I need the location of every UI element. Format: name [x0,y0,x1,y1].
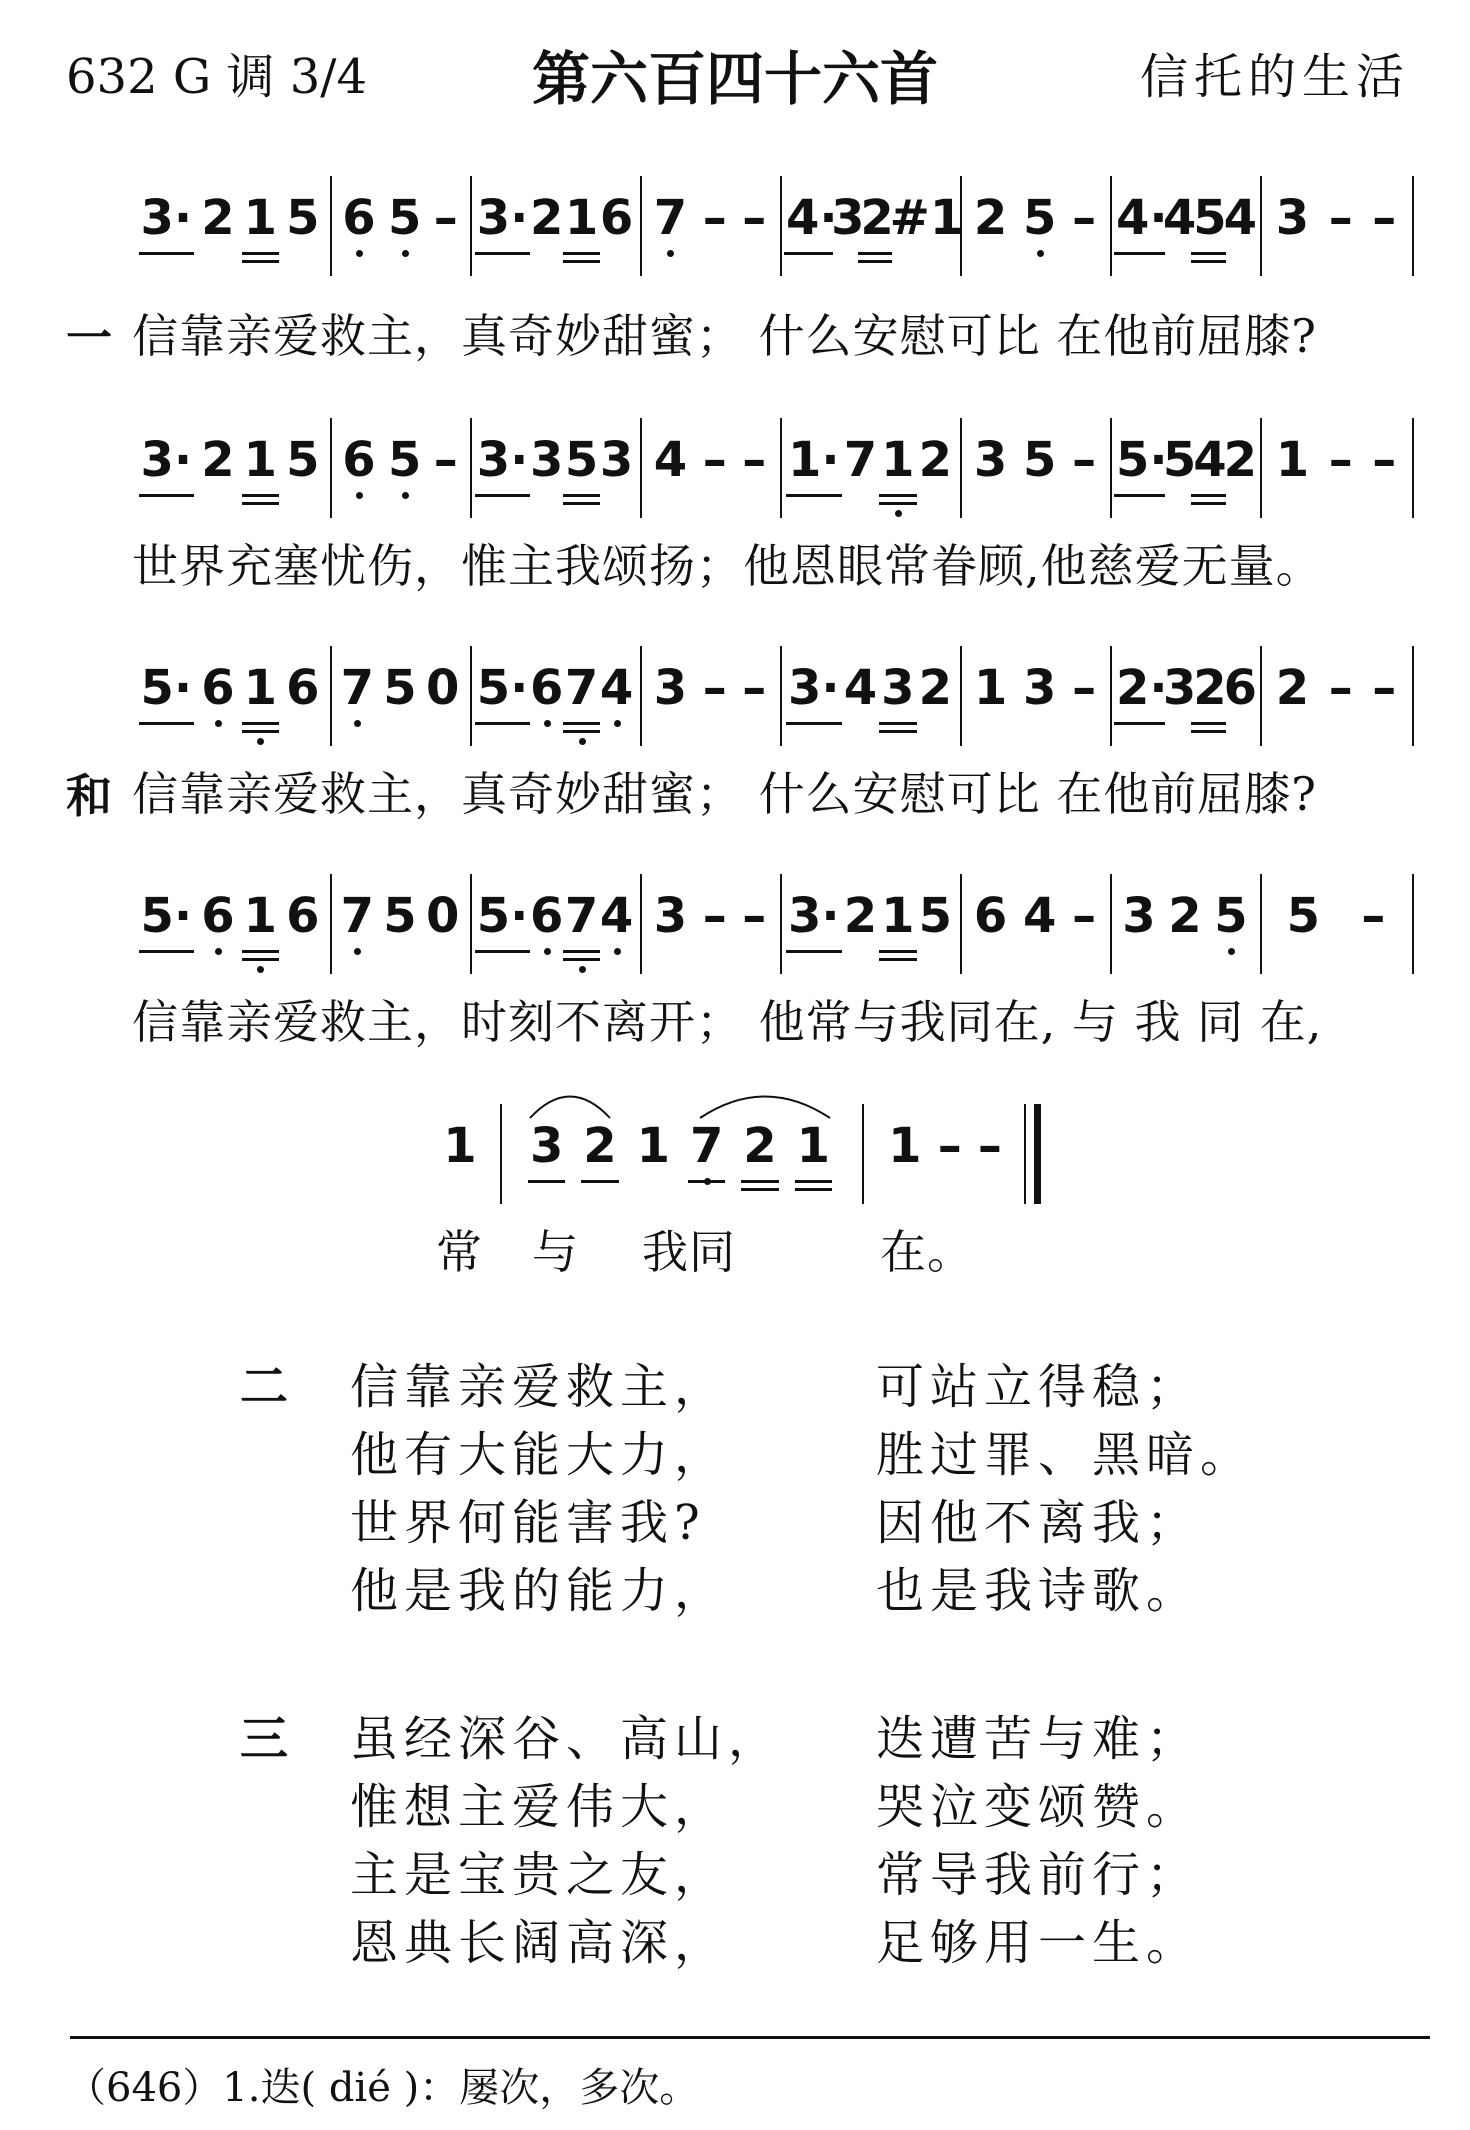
score-note: 6 [201,660,234,716]
score-note: – [702,888,727,944]
score-note: 1 [244,888,277,944]
score-note: #1 [889,190,964,246]
footnote: （646）1.迭( dié )：屡次，多次。 [66,2065,700,2111]
score-note: 0 [425,888,460,944]
barline [960,418,962,518]
score-note: 5· [1116,432,1163,488]
barline [780,874,782,974]
score-note: 5 [918,888,952,944]
score-measure [336,888,464,968]
barline [470,418,472,518]
stanza-line-first-half: 他是我的能力， [350,1563,729,1619]
lyric-syllable: 常 [436,1225,483,1279]
score-note: 2 [1168,888,1202,944]
score-note: 5· [477,660,529,716]
score-note: 7 [341,888,374,944]
score-note: 5 [1193,190,1223,246]
score-note: – [1361,888,1386,944]
score-note: 4 [1022,888,1057,944]
score-note: 1 [881,888,914,944]
score-note: 3 [653,660,688,716]
score-measure [440,1118,480,1198]
score-note: 4 [843,660,878,716]
score-measure [476,432,634,512]
stanza-line-first-half: 信靠亲爱救主， [350,1359,729,1415]
score-note: 3 [973,432,1008,488]
score-note: 5 [383,660,417,716]
score-note: – [433,190,458,246]
score-note: 3 [1162,660,1197,716]
score-note: – [742,888,767,944]
score-note: 2 [583,1118,616,1174]
score-measure [966,432,1104,512]
score-note: 1 [973,660,1008,716]
stanza-line-second-half: 可站立得稳； [876,1359,1201,1415]
score-note: 2 [529,190,564,246]
score-note: 2 [843,888,878,944]
slur [700,1097,830,1119]
score-note: 1· [788,432,840,488]
score-measure [136,432,324,512]
score-note: 1 [797,1118,830,1174]
score-note: 3 [831,190,865,246]
score-note: – [1072,432,1097,488]
score-measure [646,660,774,740]
score-note: 6 [973,888,1008,944]
score-measure [136,660,324,740]
score-note: 3· [788,660,840,716]
stanza-line-second-half: 哭泣变颂赞。 [876,1779,1201,1835]
score-measure [136,888,324,968]
score-note: 3· [477,432,529,488]
score-note: 5· [141,660,193,716]
stanza-line-second-half: 也是我诗歌。 [876,1563,1201,1619]
score-measure [646,190,774,270]
score-note: 5 [1022,432,1057,488]
score-note: 1 [443,1118,477,1174]
barline [1260,418,1262,518]
score-note: 3 [1022,660,1057,716]
score-note: 1 [1275,432,1310,488]
barline [1412,646,1414,746]
score-note: – [702,190,727,246]
score-note: 1 [888,1118,922,1174]
score-measure [786,660,954,740]
score-note: 5 [388,432,421,488]
score-note: 3 [530,1118,563,1174]
score-note: – [977,1118,1002,1174]
stanza-line-first-half: 世界何能害我? [350,1495,706,1551]
score-note: – [1328,190,1353,246]
score-measure [786,432,954,512]
stanza-line-first-half: 惟想主爱伟大， [350,1779,729,1835]
barline [470,176,472,276]
hymn-meta: 632 G 调 3/4 [66,49,367,105]
score-line [0,1118,1470,1218]
barline [1110,646,1112,746]
score-note: 6 [342,190,375,246]
stanza-line-first-half: 主是宝贵之友， [350,1847,729,1903]
barline [330,176,332,276]
verse-label: 一 [66,311,112,365]
score-note: 7 [341,660,374,716]
score-measure [476,190,634,270]
score-note: 5 [1286,888,1321,944]
barline [960,874,962,974]
score-note: 1 [565,190,598,246]
score-note: 5 [1162,432,1197,488]
barline [640,418,642,518]
score-note: 3 [881,660,914,716]
barline [1110,874,1112,974]
score-note: 5 [383,888,417,944]
score-line [0,432,1470,532]
score-measure [476,660,634,740]
barline [1412,418,1414,518]
score-note: 1 [244,190,277,246]
score-note: 2 [973,190,1008,246]
stanza-line-first-half: 恩典长阔高深， [350,1915,729,1971]
slur-marks [0,1070,1470,1130]
score-measure [966,190,1104,270]
score-note: – [1328,432,1353,488]
barline [330,418,332,518]
lyric-syllable: 我同 [642,1225,736,1279]
stanza-line-second-half: 常导我前行； [876,1847,1201,1903]
stanza-line-second-half: 因他不离我； [876,1495,1201,1551]
score-note: 5 [565,432,598,488]
barline [1260,176,1262,276]
score-note: 3· [788,888,840,944]
score-note: 4 [1193,432,1223,488]
score-note: – [702,660,727,716]
score-note: 3 [599,432,634,488]
score-note: 3 [1122,888,1156,944]
hymn-title: 第六百四十六首 [531,45,938,113]
score-measure [646,432,774,512]
barline [640,874,642,974]
score-measure [476,888,634,968]
barline [1260,646,1262,746]
score-note: – [1372,432,1397,488]
score-note: 5 [388,190,421,246]
barline [780,176,782,276]
score-line [0,190,1470,290]
barline [1260,874,1262,974]
barline [780,646,782,746]
score-note: 2· [1116,660,1163,716]
score-measure [1266,190,1406,270]
stanza-line-first-half: 虽经深谷、高山， [350,1711,783,1767]
score-note: 1 [244,432,277,488]
score-note: 5 [286,190,320,246]
stanza-number: 二 [240,1359,289,1415]
score-note: 2 [201,432,235,488]
score-note: 5 [1023,190,1056,246]
score-note: 4· [786,190,831,246]
barline [1110,176,1112,276]
score-note: 3· [141,190,193,246]
score-note: 4· [1116,190,1163,246]
barline [330,874,332,974]
score-measure [1116,888,1254,968]
score-measure [336,190,464,270]
score-note: 2 [918,660,952,716]
score-measure [1116,190,1258,270]
score-note: 3 [1275,190,1310,246]
score-measure [1116,660,1258,740]
score-note: 6 [286,888,320,944]
score-measure [1116,432,1258,512]
score-measure [786,190,964,270]
barline [1412,874,1414,974]
score-note: 2 [918,432,952,488]
score-note: – [1072,190,1097,246]
slur [530,1097,610,1119]
score-measure [880,1118,1010,1198]
score-note: – [937,1118,962,1174]
score-note: 6 [201,888,234,944]
verse-label: 和 [66,769,112,823]
score-note: – [1372,190,1397,246]
score-note: 2 [860,190,889,246]
score-line [0,888,1470,988]
hymn-category: 信托的生活 [1139,49,1410,105]
score-note: 2 [743,1118,776,1174]
score-note: 6 [1223,660,1258,716]
score-note: 0 [425,660,460,716]
barline [780,418,782,518]
score-note: 7 [690,1118,723,1174]
score-note: 5 [1214,888,1247,944]
stanza-line-second-half: 迭遭苦与难； [876,1711,1201,1767]
score-note: – [742,660,767,716]
score-note: 2 [1275,660,1310,716]
footnote-rule [70,2036,1430,2039]
score-note: – [1072,660,1097,716]
stanza-line-second-half: 足够用一生。 [876,1915,1201,1971]
score-note: – [1372,660,1397,716]
score-measure [1266,660,1406,740]
score-measure [336,660,464,740]
score-note: 3 [653,888,688,944]
score-measure [1266,432,1406,512]
score-note: 3· [141,432,193,488]
score-note: 4 [600,660,633,716]
barline [1412,176,1414,276]
score-measure [966,660,1104,740]
score-note: 5 [286,432,320,488]
lyric-line: 信靠亲爱救主，时刻不离开； 他常与我同在, 与 我 同 在, [132,995,1323,1049]
score-note: 1 [881,432,914,488]
stanza-number: 三 [240,1711,289,1767]
score-note: 3· [477,190,529,246]
score-note: 2 [201,190,235,246]
lyric-line: 世界充塞忧伤，惟主我颂扬；他恩眼常眷顾,他慈爱无量。 [132,539,1323,593]
score-note: 1 [636,1118,671,1174]
lyric-syllable: 与 [532,1225,579,1279]
score-note: 7 [565,660,598,716]
barline [640,646,642,746]
score-note: 2 [1193,660,1223,716]
score-note: – [1072,888,1097,944]
score-note: 5· [141,888,193,944]
stanza-line-first-half: 他有大能大力， [350,1427,729,1483]
score-note: – [742,432,767,488]
lyric-line: 信靠亲爱救主，真奇妙甜蜜； 什么安慰可比 在他前屈膝? [132,309,1317,363]
score-note: 6 [286,660,320,716]
score-note: 4 [600,888,633,944]
score-note: 6 [530,888,563,944]
score-note: 7 [654,190,687,246]
score-note: 6 [530,660,563,716]
score-measure [336,432,464,512]
stanza-line-second-half: 胜过罪、黑暗。 [876,1427,1255,1483]
score-note: – [742,190,767,246]
score-note: – [433,432,458,488]
score-note: – [702,432,727,488]
barline [470,646,472,746]
barline [1110,418,1112,518]
score-note: 7 [843,432,878,488]
lyric-line: 信靠亲爱救主，真奇妙甜蜜； 什么安慰可比 在他前屈膝? [132,767,1317,821]
barline [330,646,332,746]
barline [640,176,642,276]
score-measure [646,888,774,968]
score-measure [520,1118,840,1198]
score-note: 6 [342,432,375,488]
score-measure [136,190,324,270]
score-note: 5· [477,888,529,944]
score-note: 4 [653,432,688,488]
score-measure [786,888,954,968]
score-line [0,660,1470,760]
score-note: 1 [244,660,277,716]
barline [470,874,472,974]
score-measure [1266,888,1406,968]
score-note: – [1328,660,1353,716]
barline [960,646,962,746]
score-note: 4 [1223,190,1258,246]
score-note: 3 [529,432,564,488]
lyric-syllable: 在。 [880,1225,974,1279]
score-note: 4 [1162,190,1197,246]
score-note: 6 [599,190,634,246]
score-measure [966,888,1104,968]
score-note: 7 [565,888,598,944]
score-note: 2 [1223,432,1258,488]
